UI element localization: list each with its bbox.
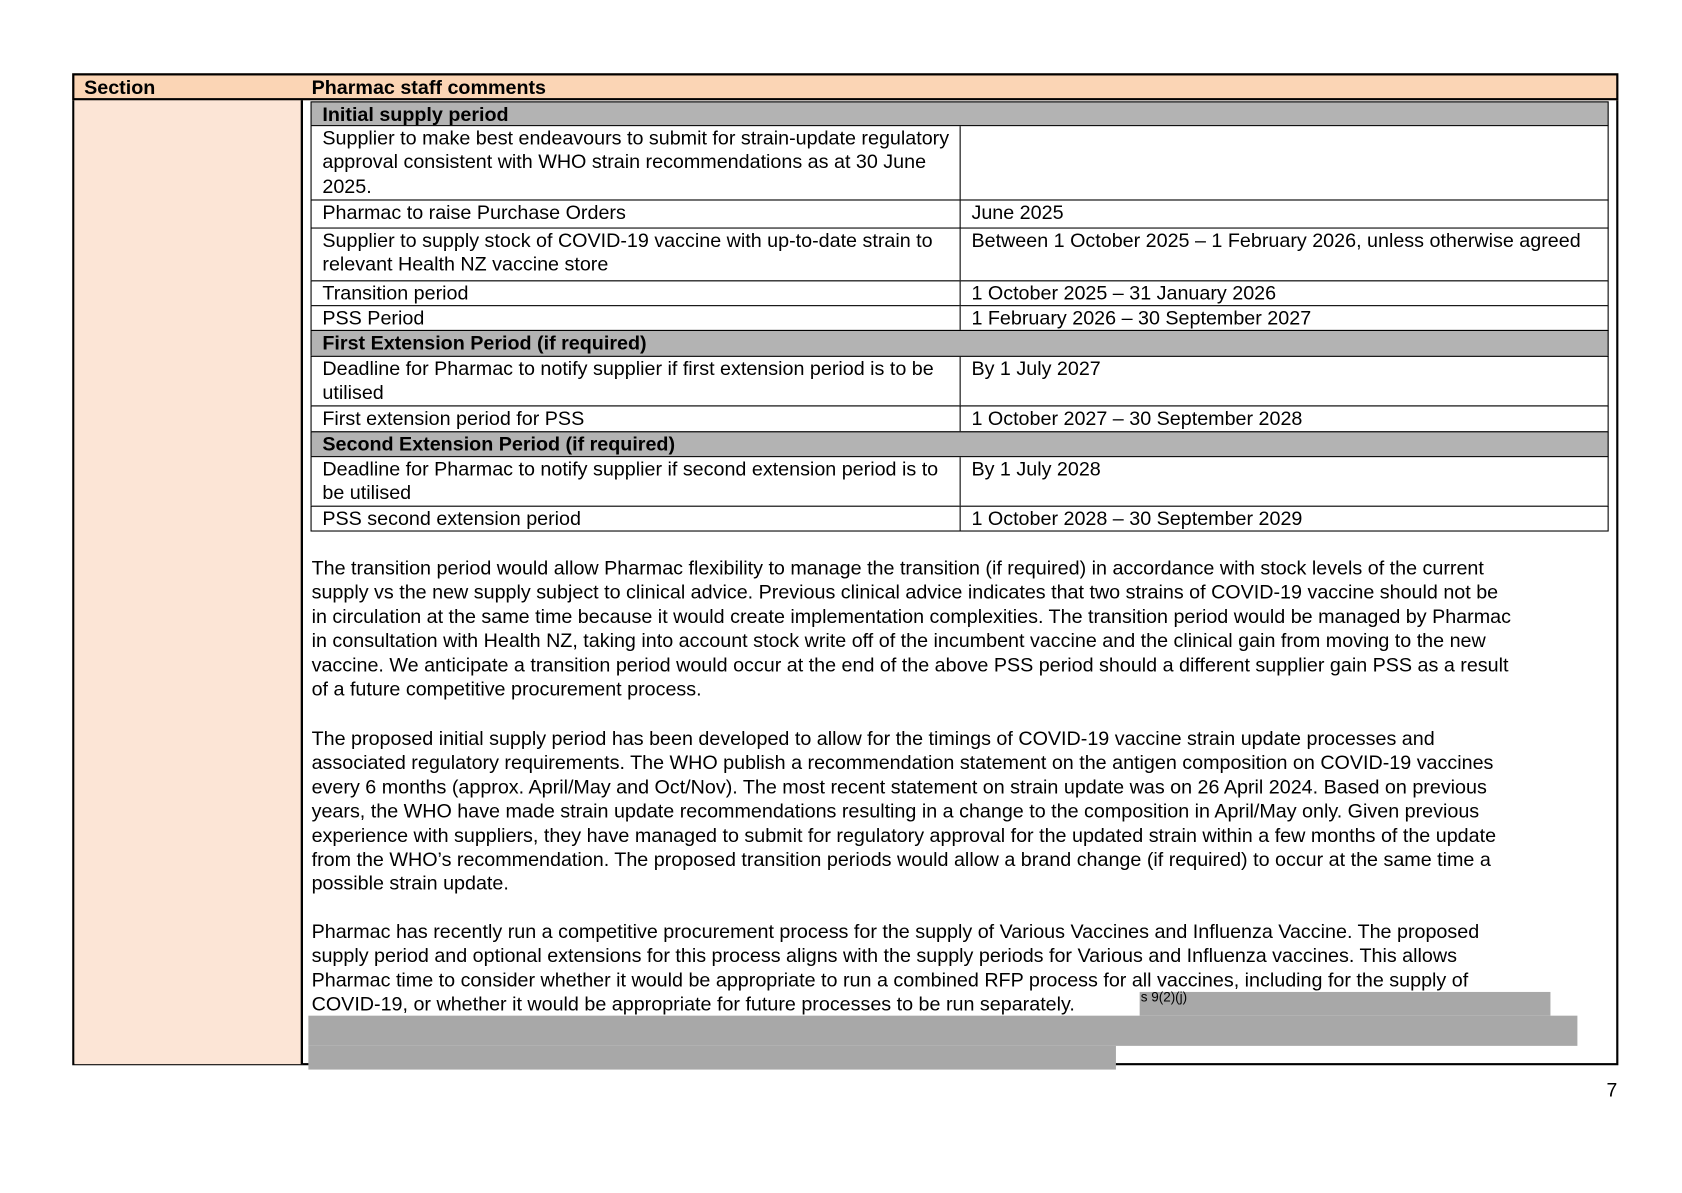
milestone-date: By 1 July 2028 — [971, 457, 1101, 480]
table-row — [311, 356, 1609, 407]
milestone-date: 1 October 2028 – 30 September 2029 — [971, 506, 1303, 530]
cell-divider — [960, 229, 961, 281]
redaction-block — [1140, 989, 1551, 1016]
redaction-block — [308, 1046, 1116, 1070]
paragraph-line: Pharmac time to consider whether it would be appropriate to run a combined RFP process for all vaccines, including for the supply of — [311, 968, 1469, 991]
cell-divider — [960, 507, 961, 531]
milestone-label: Transition period — [322, 281, 469, 305]
group-heading — [311, 101, 1609, 126]
table-row — [311, 280, 1609, 306]
milestone-label: First extension period for PSS — [322, 406, 585, 430]
group-heading — [311, 330, 1609, 357]
paragraph-line: associated regulatory requirements. The WHO publish a recommendation statement on the antigen composition on COVID-19 vaccines — [311, 750, 1494, 774]
table-row — [311, 506, 1609, 532]
paragraph-line: COVID-19, or whether it would be appropriate for future processes to be run separately. — [311, 992, 1075, 1015]
milestone-date: June 2025 — [971, 200, 1064, 224]
cell-divider — [960, 126, 961, 199]
redaction-block — [308, 1016, 1577, 1046]
paragraph-line: The proposed initial supply period has been developed to allow for the timings of COVID-19 vaccine strain update processes and — [311, 726, 1435, 750]
milestone-label: PSS second extension period — [322, 506, 581, 530]
cell-divider — [960, 357, 961, 406]
cell-divider — [960, 406, 961, 431]
table-row — [311, 228, 1609, 282]
table-row — [311, 125, 1609, 200]
redaction-label: s 9(2)(j) — [1140, 989, 1188, 1005]
paragraph-line: of a future competitive procurement process. — [311, 677, 702, 700]
column-divider — [301, 100, 303, 1064]
group-title: Initial supply period — [322, 102, 509, 126]
header-section: Section — [84, 75, 156, 99]
paragraph-line: years, the WHO have made strain update recommendations resulting in a change to the composition in April/May only. Given previous — [311, 799, 1480, 822]
comment-paragraph — [312, 556, 1611, 701]
table-row — [311, 199, 1609, 228]
paragraph-line: in consultation with Health NZ, taking into account stock write off of the incumbent vaccine and the clinical gain from moving to the new — [311, 628, 1486, 652]
milestone-label: Deadline for Pharmac to notify supplier if first extension period is to be utilised — [322, 356, 934, 404]
table-header — [72, 73, 1618, 100]
cell-divider — [960, 201, 961, 228]
paragraph-line: experience with suppliers, they have managed to submit for regulatory approval for the updated strain within a few months of the update — [311, 823, 1497, 846]
paragraph-line: possible strain update. — [311, 871, 509, 895]
paragraph-line: The transition period would allow Pharmac flexibility to manage the transition (if required) in accordance with stock levels of the current — [311, 556, 1484, 579]
group-title: Second Extension Period (if required) — [322, 432, 676, 456]
paragraph-line: supply period and optional extensions for this process aligns with the supply periods for Various and Influenza vaccines. This allows — [311, 943, 1457, 967]
table-row — [311, 305, 1609, 331]
page-number: 7 — [1606, 1079, 1618, 1101]
milestone-date: Between 1 October 2025 – 1 February 2026, unless otherwise agreed — [971, 228, 1581, 252]
milestone-label: Deadline for Pharmac to notify supplier if second extension period is to be utilised — [322, 457, 939, 504]
section-column — [74, 100, 303, 1064]
paragraph-line: in circulation at the same time because it would create implementation complexities. The transition period would be managed by Pharmac — [311, 604, 1511, 628]
cell-divider — [960, 457, 961, 506]
paragraph-line: every 6 months (approx. April/May and Oct/Nov). The most recent statement on strain update was on 26 April 2024. Based on previous — [311, 775, 1487, 798]
paragraph-line: from the WHO’s recommendation. The proposed transition periods would allow a brand change (if required) to occur at the same time a — [311, 847, 1491, 871]
group-title: First Extension Period (if required) — [322, 331, 647, 354]
milestone-label: Supplier to supply stock of COVID-19 vaccine with up-to-date strain to relevant Health NZ vaccine store — [322, 228, 933, 276]
milestone-date: 1 October 2025 – 31 January 2026 — [971, 281, 1277, 305]
paragraph-line: vaccine. We anticipate a transition period would occur at the end of the above PSS period should a different supplier gain PSS as a result — [311, 652, 1509, 676]
table-row — [311, 456, 1609, 507]
milestone-date: 1 October 2027 – 30 September 2028 — [971, 406, 1303, 430]
paragraph-line: supply vs the new supply subject to clinical advice. Previous clinical advice indicates that two strains of COVID-19 vaccine should not be — [311, 580, 1499, 604]
header-comments: Pharmac staff comments — [311, 75, 547, 99]
milestone-label: Pharmac to raise Purchase Orders — [322, 200, 626, 224]
milestone-date: 1 February 2026 – 30 September 2027 — [971, 306, 1312, 329]
milestone-label: Supplier to make best endeavours to submit for strain-update regulatory approval consistent with WHO strain recommendations as at 30 June 2025. — [322, 126, 950, 198]
table-row — [311, 405, 1609, 432]
group-heading — [311, 431, 1609, 457]
cell-divider — [960, 281, 961, 305]
milestone-date: By 1 July 2027 — [971, 356, 1101, 380]
cell-divider — [960, 306, 961, 330]
comment-paragraph — [312, 727, 1611, 896]
milestone-label: PSS Period — [322, 306, 425, 329]
paragraph-line: Pharmac has recently run a competitive procurement process for the supply of Various Vaccines and Influenza Vaccine. The proposed — [311, 919, 1480, 943]
